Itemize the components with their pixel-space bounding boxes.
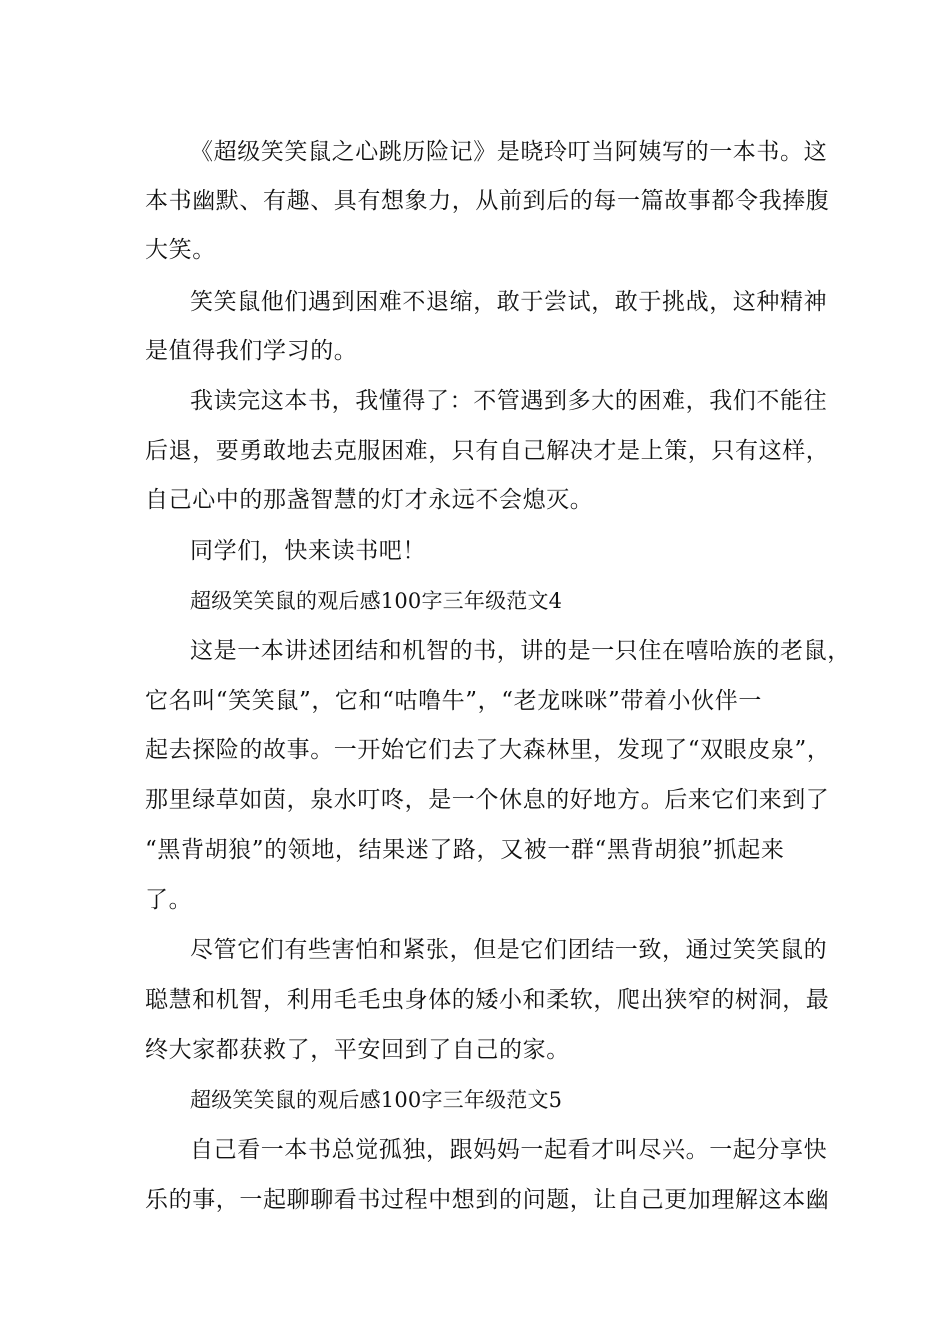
paragraph-5-line-3: 起去探险的故事。一开始它们去了大森林里，发现了“双眼皮泉”， (145, 737, 831, 763)
paragraph-3-line-3: 自己心中的那盏智慧的灯才永远不会熄灭。 (145, 487, 594, 513)
paragraph-1-line-2: 本书幽默、有趣、具有想象力，从前到后的每一篇故事都令我捧腹 (145, 188, 830, 214)
paragraph-3-line-2: 后退，要勇敢地去克服困难，只有自己解决才是上策，只有这样， (145, 438, 830, 464)
paragraph-1-line-3: 大笑。 (145, 237, 216, 263)
paragraph-4-line-1: 同学们，快来读书吧！ (190, 538, 426, 564)
paragraph-1-line-1: 《超级笑笑鼠之心跳历险记》是晓玲叮当阿姨写的一本书。这 (190, 139, 828, 165)
paragraph-6-line-1: 尽管它们有些害怕和紧张，但是它们团结一致，通过笑笑鼠的 (190, 937, 828, 963)
section-heading-5: 超级笑笑鼠的观后感100字三年级范文5 (190, 1088, 563, 1112)
paragraph-5-line-6: 了。 (145, 887, 193, 913)
paragraph-5-line-4: 那里绿草如茵，泉水叮咚，是一个休息的好地方。后来它们来到了 (145, 787, 830, 813)
paragraph-3-line-1: 我读完这本书，我懂得了：不管遇到多大的困难，我们不能往 (190, 388, 828, 414)
paragraph-7-line-2: 乐的事，一起聊聊看书过程中想到的问题，让自己更加理解这本幽 (145, 1187, 830, 1213)
paragraph-5-line-1: 这是一本讲述团结和机智的书，讲的是一只住在嘻哈族的老鼠， (190, 638, 851, 664)
section-heading-4: 超级笑笑鼠的观后感100字三年级范文4 (190, 589, 563, 613)
paragraph-5-line-5: “黑背胡狼”的领地，结果迷了路，又被一群“黑背胡狼”抓起来 (145, 837, 785, 863)
paragraph-7-line-1: 自己看一本书总觉孤独，跟妈妈一起看才叫尽兴。一起分享快 (190, 1137, 828, 1163)
paragraph-5-line-2: 它名叫“笑笑鼠”，它和“咕噜牛”，“老龙咪咪”带着小伙伴一 (145, 688, 762, 714)
paragraph-2-line-1: 笑笑鼠他们遇到困难不退缩，敢于尝试，敢于挑战，这种精神 (190, 289, 828, 315)
paragraph-6-line-2: 聪慧和机智，利用毛毛虫身体的矮小和柔软，爬出狭窄的树洞，最 (145, 987, 830, 1013)
paragraph-2-line-2: 是值得我们学习的。 (145, 338, 358, 364)
paragraph-6-line-3: 终大家都获救了，平安回到了自己的家。 (145, 1037, 570, 1063)
